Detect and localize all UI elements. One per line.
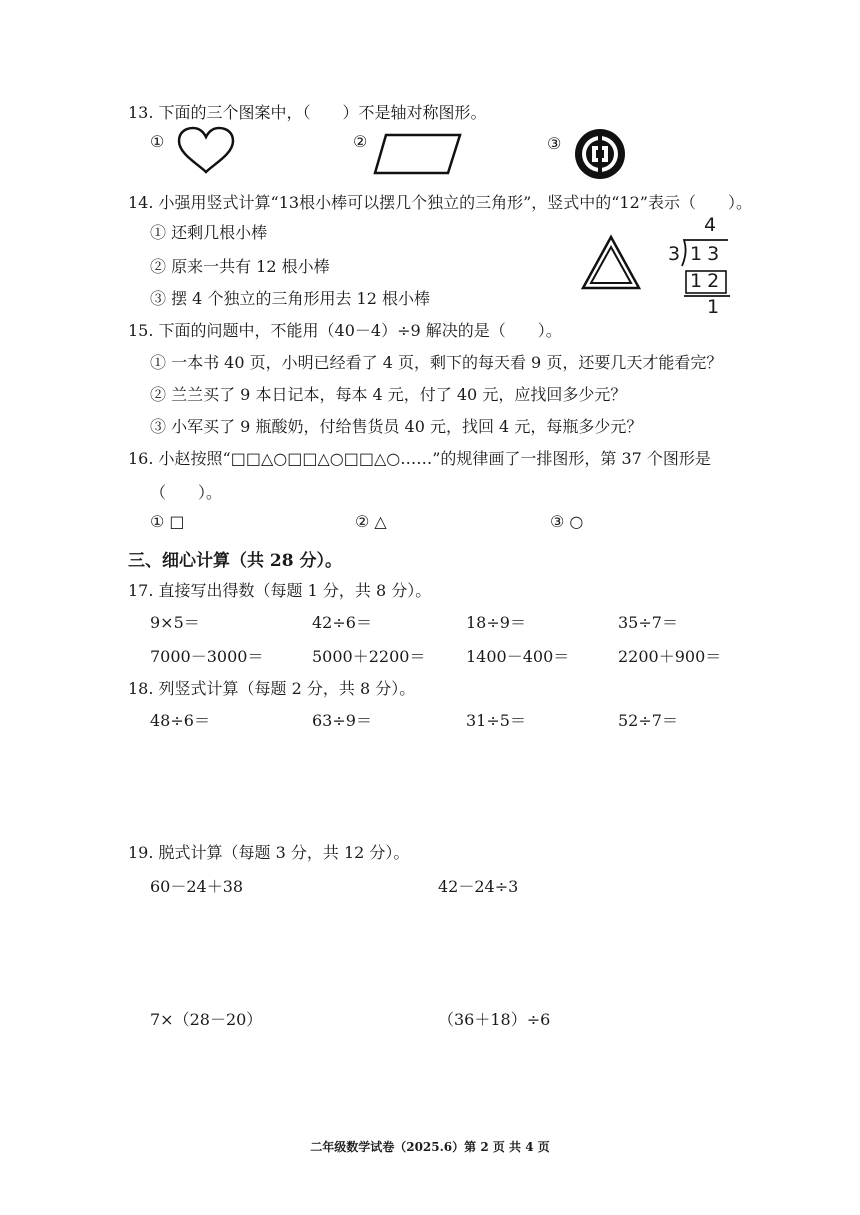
q13-option-2-marker: ② [353,132,368,151]
section-3-heading: 三、细心计算（共 28 分）。 [128,551,342,571]
division-quotient: 4 [704,214,717,236]
q18-item: 48÷6＝ [150,711,210,730]
q14-option-1: ① 还剩几根小棒 [150,223,268,242]
q17-stem: 17. 直接写出得数（每题 1 分，共 8 分）。 [128,581,432,600]
parallelogram-icon [372,132,464,176]
q15-option-1: ① 一本书 40 页，小明已经看了 4 页，剩下的每天看 9 页，还要几天才能看完？ [150,353,723,372]
q19-stem: 19. 脱式计算（每题 3 分，共 12 分）。 [128,843,410,862]
q15-option-3: ③ 小军买了 9 瓶酸奶，付给售货员 40 元，找回 4 元，每瓶多少元？ [150,417,643,436]
q17-item: 5000＋2200＝ [312,647,426,666]
q18-item: 63÷9＝ [312,711,372,730]
q18-item: 52÷7＝ [618,711,678,730]
q17-item: 1400－400＝ [466,647,570,666]
q13-stem: 13. 下面的三个图案中，（ ）不是轴对称图形。 [128,103,487,122]
q17-item: 7000－3000＝ [150,647,264,666]
q18-stem: 18. 列竖式计算（每题 2 分，共 8 分）。 [128,679,416,698]
q19-item: 42－24÷3 [438,877,519,896]
q16-stem-cont: （ ）。 [150,483,223,502]
q18-item: 31÷5＝ [466,711,526,730]
division-product: 12 [690,270,725,292]
q13-option-1-marker: ① [150,132,165,151]
q13-option-3-marker: ③ [547,134,562,153]
page-footer: 二年级数学试卷（2025.6）第 2 页 共 4 页 [310,1140,550,1154]
q16-option-1: ① □ [150,512,185,531]
division-dividend: 13 [690,243,725,265]
q19-item: 7×（28－20） [150,1010,263,1029]
q17-item: 2200＋900＝ [618,647,722,666]
division-bracket [680,238,730,268]
q17-item: 18÷9＝ [466,613,526,632]
stick-triangle-icon [580,234,642,292]
q14-option-2: ② 原来一共有 12 根小棒 [150,257,330,276]
q16-option-2: ② △ [355,512,387,531]
coin-logo-icon [572,126,628,182]
division-remainder: 1 [707,296,720,318]
q17-item: 42÷6＝ [312,613,372,632]
q17-item: 9×5＝ [150,613,200,632]
q16-option-3: ③ ○ [550,512,584,531]
division-divisor: 3 [668,243,681,265]
heart-icon [176,126,236,176]
q17-item: 35÷7＝ [618,613,678,632]
q16-stem: 16. 小赵按照“□□△○□□△○□□△○……”的规律画了一排图形，第 37 个图形是 [128,449,711,468]
q15-option-2: ② 兰兰买了 9 本日记本，每本 4 元，付了 40 元，应找回多少元？ [150,385,627,404]
q19-item: 60－24＋38 [150,877,244,896]
q14-stem: 14. 小强用竖式计算“13根小棒可以摆几个独立的三角形”，竖式中的“12”表示（ ）。 [128,193,752,212]
q19-item: （36＋18）÷6 [438,1010,551,1029]
q14-option-3: ③ 摆 4 个独立的三角形用去 12 根小棒 [150,289,430,308]
q15-stem: 15. 下面的问题中，不能用（40－4）÷9 解决的是（ ）。 [128,321,562,340]
